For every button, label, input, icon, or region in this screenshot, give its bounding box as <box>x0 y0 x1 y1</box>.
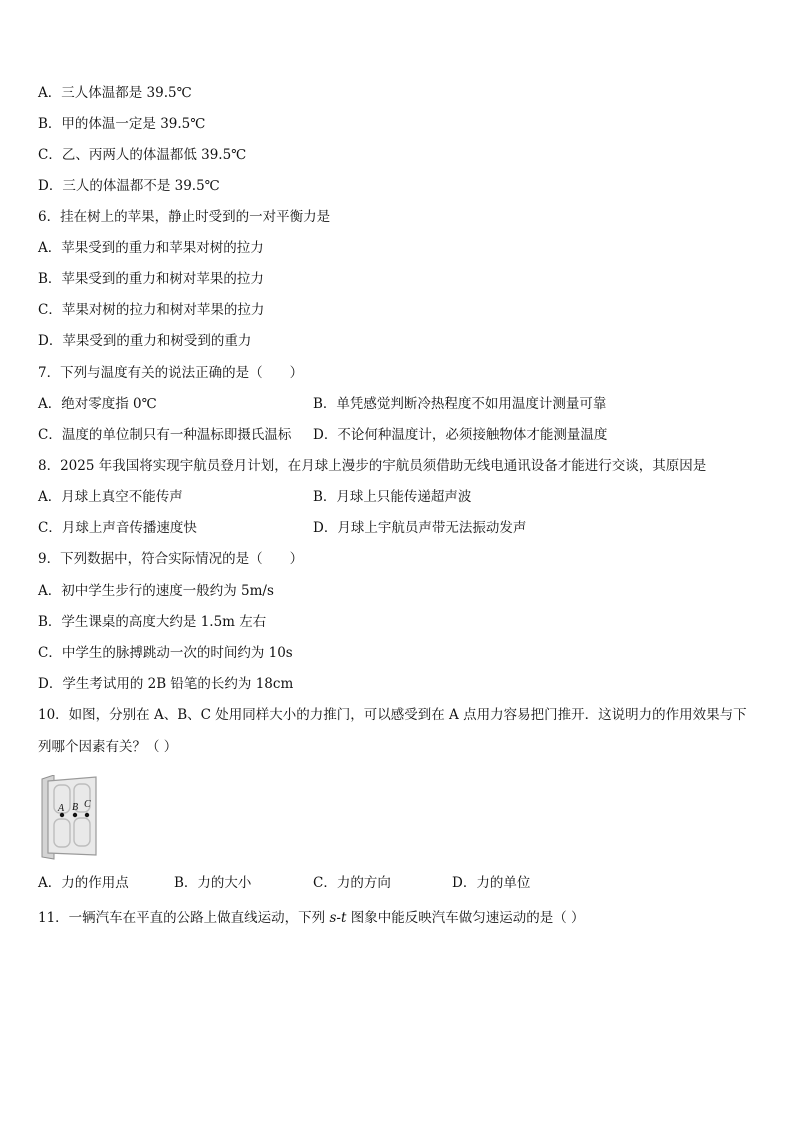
q8-option-d: D．月球上宇航员声带无法振动发声 <box>313 520 527 536</box>
label-c: C <box>84 799 91 810</box>
q10-option-d: D．力的单位 <box>452 875 531 891</box>
q10-stem-line2: 列哪个因素有关？（ ） <box>38 739 178 755</box>
q9-option-c: C．中学生的脉搏跳动一次的时间约为 10s <box>38 645 293 661</box>
q11-stem <box>38 909 585 927</box>
q8-option-b: B．月球上只能传递超声波 <box>313 489 472 505</box>
q8-option-c: C．月球上声音传播速度快 <box>38 520 197 536</box>
q10-option-a: A．力的作用点 <box>38 875 129 891</box>
q7-stem: 7．下列与温度有关的说法正确的是（ ） <box>38 365 304 381</box>
q7-option-b: B．单凭感觉判断冷热程度不如用温度计测量可靠 <box>313 396 607 412</box>
q10-stem-line1: 10．如图，分别在 A、B、C 处用同样大小的力推门，可以感受到在 A 点用力容易把门推开．这说明力的作用效果与下 <box>38 707 747 723</box>
q11-stem-pre: 11．一辆汽车在平直的公路上做直线运动，下列 <box>38 910 330 926</box>
q11-stem-var: s-t <box>329 910 347 926</box>
q9-stem: 9．下列数据中，符合实际情况的是（ ） <box>38 551 304 567</box>
q7-option-c: C．温度的单位制只有一种温标即摄氏温标 <box>38 427 292 443</box>
q5-option-c: C．乙、丙两人的体温都低 39.5℃ <box>38 147 247 163</box>
q7-option-a: A．绝对零度指 0℃ <box>38 396 157 412</box>
q5-option-d: D．三人的体温都不是 39.5℃ <box>38 178 220 194</box>
q6-stem: 6．挂在树上的苹果，静止时受到的一对平衡力是 <box>38 209 331 225</box>
q7-option-d: D．不论何种温度计，必须接触物体才能测量温度 <box>313 427 608 443</box>
label-b: B <box>72 802 79 813</box>
q5-option-a: A．三人体温都是 39.5℃ <box>38 85 192 101</box>
q5-option-b: B．甲的体温一定是 39.5℃ <box>38 116 206 132</box>
q10-option-c: C．力的方向 <box>313 875 391 891</box>
point-b-dot <box>73 813 77 817</box>
q6-option-d: D．苹果受到的重力和树受到的重力 <box>38 333 252 349</box>
q9-option-b: B．学生课桌的高度大约是 1.5m 左右 <box>38 614 267 630</box>
q6-option-c: C．苹果对树的拉力和树对苹果的拉力 <box>38 302 265 318</box>
label-a: A <box>58 803 65 814</box>
q8-option-a: A．月球上真空不能传声 <box>38 489 183 505</box>
q6-option-b: B．苹果受到的重力和树对苹果的拉力 <box>38 271 264 287</box>
q9-option-a: A．初中学生步行的速度一般约为 5m/s <box>38 583 274 599</box>
q9-option-d: D．学生考试用的 2B 铅笔的长约为 18cm <box>38 676 294 692</box>
door-figure <box>40 775 100 860</box>
point-c-dot <box>85 813 89 817</box>
q10-option-b: B．力的大小 <box>174 875 252 891</box>
q11-stem-post: 图象中能反映汽车做匀速运动的是（ ） <box>346 910 585 926</box>
q6-option-a: A．苹果受到的重力和苹果对树的拉力 <box>38 240 264 256</box>
q8-stem: 8．2025 年我国将实现宇航员登月计划，在月球上漫步的宇航员须借助无线电通讯设备才能进行交谈，其原因是 <box>38 458 707 474</box>
